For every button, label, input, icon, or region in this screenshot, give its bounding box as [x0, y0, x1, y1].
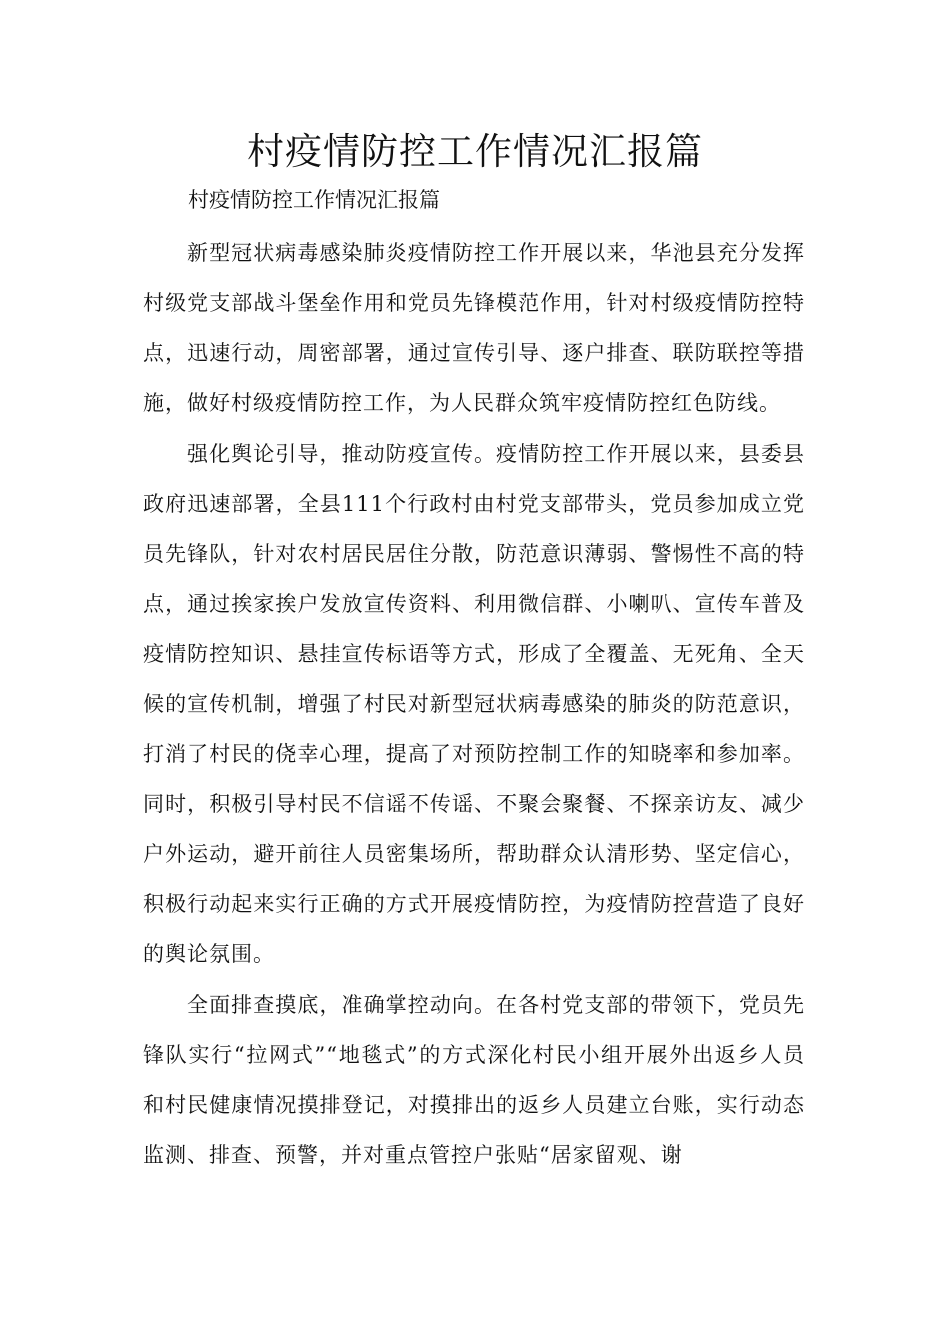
document-title: 村疫情防控工作情况汇报篇 [247, 130, 703, 173]
document-body [143, 228, 805, 1180]
document-subtitle: 村疫情防控工作情况汇报篇 [188, 188, 440, 212]
paragraph-screening: 全面排查摸底，准确掌控动向。在各村党支部的带领下，党员先锋队实行“拉网式”“地毯式”的方式深化村民小组开展外出返乡人员和村民健康情况摸排登记，对摸排出的返乡人员建立台账，实行动态监测、排查、预警，并对重点管控户张贴“居家留观、谢 [143, 993, 805, 1167]
paragraph-publicity: 强化舆论引导，推动防疫宣传。疫情防控工作开展以来，县委县政府迅速部署，全县111个行政村由村党支部带头，党员参加成立党员先锋队，针对农村居民居住分散，防范意识薄弱、警惕性不高的特点，通过挨家挨户发放宣传资料、利用微信群、小喇叭、宣传车普及疫情防控知识、悬挂宣传标语等方式，形成了全覆盖、无死角、全天候的宣传机制，增强了村民对新型冠状病毒感染的肺炎的防范意识，打消了村民的侥幸心理，提高了对预防控制工作的知晓率和参加率。同时，积极引导村民不信谣不传谣、不聚会聚餐、不探亲访友、减少户外运动，避开前往人员密集场所，帮助群众认清形势、坚定信心，积极行动起来实行正确的方式开展疫情防控，为疫情防控营造了良好的舆论氛围。 [143, 442, 805, 966]
paragraph-intro: 新型冠状病毒感染肺炎疫情防控工作开展以来，华池县充分发挥村级党支部战斗堡垒作用和党员先锋模范作用，针对村级疫情防控特点，迅速行动，周密部署，通过宣传引导、逐户排查、联防联控等措施，做好村级疫情防控工作，为人民群众筑牢疫情防控红色防线。 [143, 241, 805, 415]
